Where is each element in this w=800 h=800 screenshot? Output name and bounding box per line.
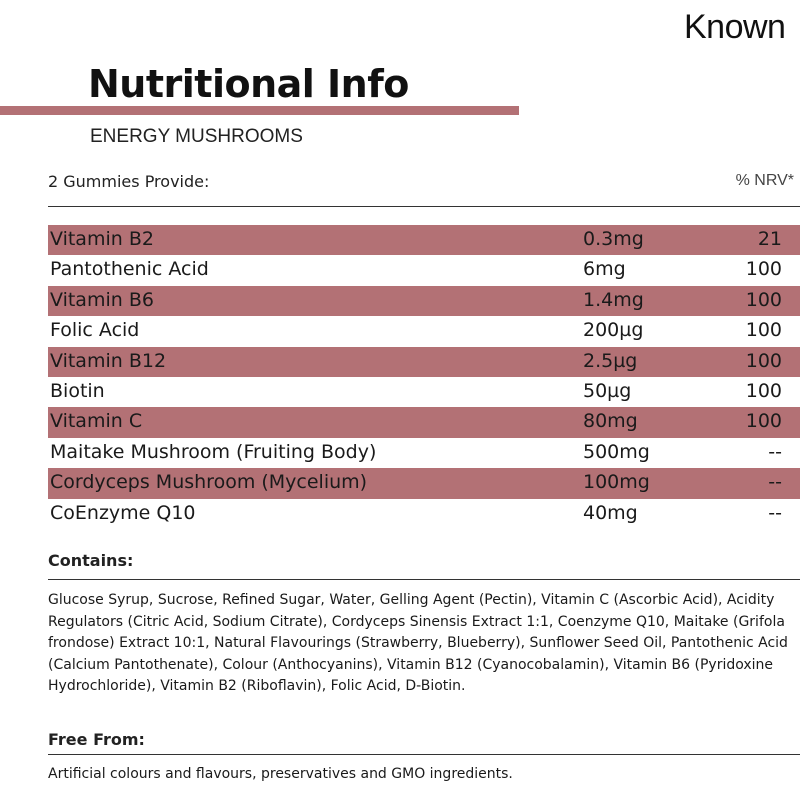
nutrient-nrv: 100: [745, 258, 782, 281]
table-row: [48, 347, 800, 377]
nutrient-nrv: 21: [757, 228, 782, 250]
nutrient-nrv: 100: [745, 288, 782, 311]
product-subtitle: ENERGY MUSHROOMS: [90, 126, 303, 147]
table-row: [48, 286, 800, 316]
nutrient-amount: 200µg: [583, 319, 644, 342]
nutrient-nrv: 100: [745, 319, 782, 342]
nutrient-name: Vitamin B12: [50, 349, 167, 372]
serving-label: 2 Gummies Provide:: [48, 172, 210, 191]
nutrient-amount: 50µg: [583, 379, 632, 402]
nutrient-name: CoEnzyme Q10: [50, 501, 196, 524]
table-row: [48, 468, 800, 498]
nutrient-name: Vitamin B2: [50, 228, 154, 250]
nrv-column-header: % NRV*: [735, 172, 794, 189]
table-row: [48, 438, 800, 468]
nutrient-name: Cordyceps Mushroom (Mycelium): [50, 471, 368, 494]
title-accent-bar: [0, 106, 519, 115]
table-row: [48, 316, 800, 346]
nutrient-name: Folic Acid: [50, 319, 140, 342]
free-from-heading: Free From:: [48, 730, 145, 749]
nutrient-amount: 6mg: [583, 258, 626, 281]
ingredients-text: Glucose Syrup, Sucrose, Refined Sugar, Water, Gelling Agent (Pectin), Vitamin C (Ascorbic Acid), Acidity Regulators (Citric Acid, Sodium Citrate), Cordyceps Sinensis Extract 1:1, Coenzyme Q10, Maitake (Grifola frondose) Extract 10:1, Natural Flavourings (Strawberry, Blueberry), Sunflower Seed Oil, Pantothenic Acid (Calcium Pantothenate), Colour (Anthocyanins), Vitamin B12 (Cyanocobalamin), Vitamin B6 (Pyridoxine Hydrochloride), Vitamin B2 (Riboflavin), Folic Acid, D-Biotin.: [48, 592, 788, 694]
table-row: [48, 499, 800, 529]
nutrient-amount: 80mg: [583, 410, 638, 433]
divider-line: [48, 754, 800, 755]
nutrient-nrv: 100: [745, 349, 782, 372]
nutrient-name: Maitake Mushroom (Fruiting Body): [50, 440, 377, 463]
nutrition-table: [48, 225, 800, 529]
divider-line: [48, 206, 800, 207]
table-row: [48, 377, 800, 407]
table-row: [48, 407, 800, 437]
nutrient-amount: 100mg: [583, 471, 650, 494]
nutrient-nrv: 100: [745, 379, 782, 402]
nutrient-name: Vitamin B6: [50, 288, 154, 311]
nutrient-nrv: 100: [745, 410, 782, 433]
free-from-text: Artificial colours and flavours, preservatives and GMO ingredients.: [48, 766, 513, 782]
nutrient-nrv: --: [768, 471, 782, 494]
nutrient-nrv: --: [768, 440, 782, 463]
nutrient-amount: 2.5µg: [583, 349, 638, 372]
brand-logo: Known: [684, 8, 786, 46]
nutrient-name: Vitamin C: [50, 410, 143, 433]
nutrient-nrv: --: [768, 501, 782, 524]
table-row: [48, 255, 800, 285]
nutrient-name: Biotin: [50, 379, 105, 402]
divider-line: [48, 579, 800, 580]
nutrient-name: Pantothenic Acid: [50, 258, 209, 281]
nutrient-amount: 40mg: [583, 501, 638, 524]
contains-heading: Contains:: [48, 551, 134, 570]
table-row: [48, 225, 800, 255]
nutrient-amount: 1.4mg: [583, 288, 644, 311]
nutrient-amount: 0.3mg: [583, 228, 644, 250]
nutrient-amount: 500mg: [583, 440, 650, 463]
page-title: Nutritional Info: [88, 62, 409, 106]
